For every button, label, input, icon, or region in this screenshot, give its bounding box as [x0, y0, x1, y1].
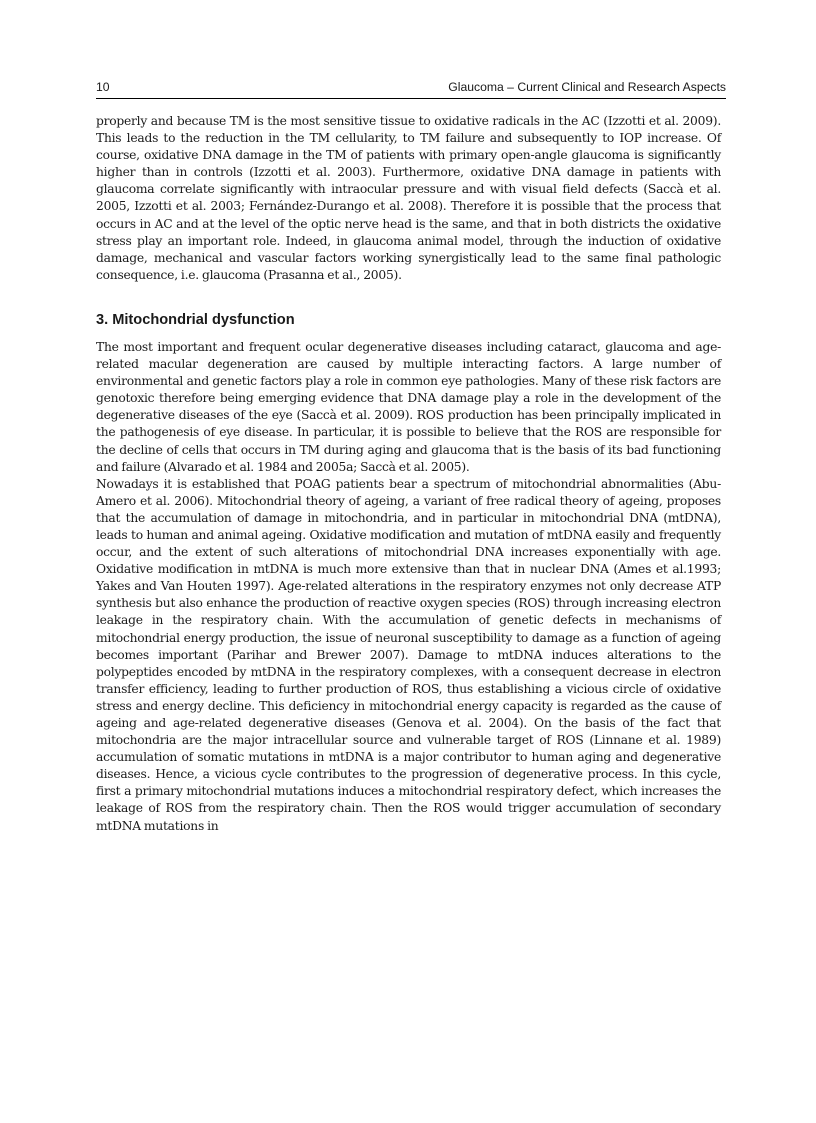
section-heading: 3. Mitochondrial dysfunction — [96, 311, 295, 328]
page-header — [96, 80, 726, 99]
body-paragraph: The most important and frequent ocular degenerative diseases including cataract, glaucoma and age-related macular degeneration are caused by multiple interacting factors. A large number of environmental and genetic factors play a role in common eye pathologies. Many of these risk factors are genotoxic therefore being emerging evidence that DNA damage play a role in the development of the degenerative diseases of the eye (Saccà et al. 2009). ROS production has been principally implicated in the pathogenesis of eye disease. In particular, it is possible to believe that the ROS are responsible for the decline of cells that occurs in TM during aging and glaucoma that is the basis of its bad functioning and failure (Alvarado et al. 1984 and 2005a; Saccà et al. 2005). — [96, 339, 721, 474]
body-paragraph: Nowadays it is established that POAG patients bear a spectrum of mitochondrial abnormalities (Abu-Amero et al. 2006). Mitochondrial theory of ageing, a variant of free radical theory of ageing, proposes that the accumulation of damage in mitochondria, and in particular in mitochondrial DNA (mtDNA), leads to human and animal ageing. Oxidative modification and mutation of mtDNA easily and frequently occur, and the extent of such alterations of mitochondrial DNA increases exponentially with age. Oxidative modification in mtDNA is much more extensive than that in nuclear DNA (Ames et al.1993; Yakes and Van Houten 1997). Age-related alterations in the respiratory enzymes not only decrease ATP synthesis but also enhance the production of reactive oxygen species (ROS) through increasing electron leakage in the respiratory chain. With the accumulation of genetic defects in mechanisms of mitochondrial energy production, the issue of neuronal susceptibility to damage as a function of ageing becomes important (Parihar and Brewer 2007). Damage to mtDNA induces alterations to the polypeptides encoded by mtDNA in the respiratory complexes, with a consequent decrease in electron transfer efficiency, leading to further production of ROS, thus establishing a vicious circle of oxidative stress and energy decline. This deficiency in mitochondrial energy capacity is regarded as the cause of ageing and age-related degenerative diseases (Genova et al. 2004). On the basis of the fact that mitochondria are the major intracellular source and vulnerable target of ROS (Linnane et al. 1989) accumulation of somatic mutations in mtDNA is a major contributor to human aging and degenerative diseases. Hence, a vicious cycle contributes to the progression of degenerative process. In this cycle, first a primary mitochondrial mutations induces a mitochondrial respiratory defect, which increases the leakage of ROS from the respiratory chain. Then the ROS would trigger accumulation of secondary mtDNA mutations in — [96, 476, 721, 833]
body-paragraph: properly and because TM is the most sensitive tissue to oxidative radicals in the AC (Izzotti et al. 2009). This leads to the reduction in the TM cellularity, to TM failure and subsequently to IOP increase. Of course, oxidative DNA damage in the TM of patients with primary open-angle glaucoma is significantly higher than in controls (Izzotti et al. 2003). Furthermore, oxidative DNA damage in patients with glaucoma correlate significantly with intraocular pressure and with visual field defects (Saccà et al. 2005, Izzotti et al. 2003; Fernández-Durango et al. 2008). Therefore it is possible that the process that occurs in AC and at the level of the optic nerve head is the same, and that in both districts the oxidative stress play an important role. Indeed, in glaucoma animal model, through the induction of oxidative damage, mechanical and vascular factors working synergistically lead to the same final pathologic consequence, i.e. glaucoma (Prasanna et al., 2005). — [96, 114, 721, 282]
page-number: 10 — [96, 80, 110, 94]
running-title: Glaucoma – Current Clinical and Research Aspects — [448, 80, 726, 94]
page-body — [96, 113, 721, 835]
